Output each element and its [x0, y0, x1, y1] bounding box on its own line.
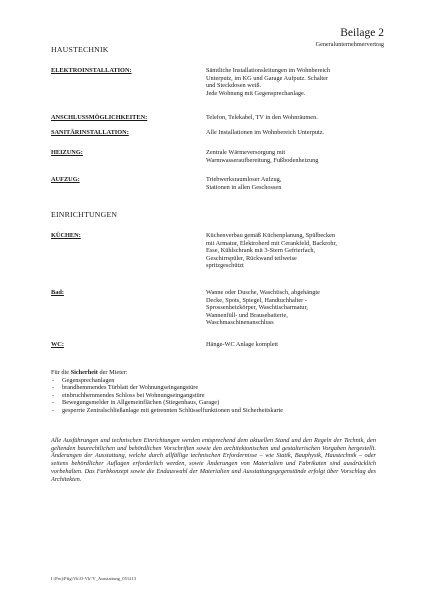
attachment-title: Beilage 2 [340, 27, 384, 39]
safety-intro: Für die Sicherheit der Mieter: [51, 369, 128, 376]
safety-section [51, 369, 381, 415]
spec-value: Alle Installationen im Wohnbereich Unterputz. [206, 129, 325, 136]
spec-value: Wanne oder Dusche, Waschtisch, abgehängte Decke, Spots, Spiegel, Handtuchhalter - Sprossenheizkörper, Waschtischarmatur, Wannenfüll- und Brausebatterie, Waschmaschinenanschluss [206, 289, 320, 327]
list-item: - Bewegungsmelder in Allgemeinflächen (Stiegenhaus, Garage) [51, 399, 381, 407]
spec-label: HEIZUNG: [51, 149, 83, 156]
list-item: - einbruchhemmendes Schloss bei Wohnungseingangstüre [51, 392, 381, 400]
disclaimer-paragraph: Alle Ausführungen und technischen Einrichtungen werden entsprechend dem aktuellen Stand und den Regeln der Technik, den geltenden baurechtlichen und behördlichen Vorschriften sowie den architektonischen und gestalterischen Vorgaben hergestellt. Änderungen der Ausstattung, welche durch allfällige technischen Erfordernisse – wie Statik, Bauphysik, Haustechnik – oder seitens behördlicher Auflagen erforderlich werden, sowie Änderungen von Materialien und Fabrikaten sind ausdrücklich vorbehalten. Das Farbkonzept sowie die Endauswahl der Materialien und Ausstattungsgegenstände erfolgt über Vorschlag des Architekten. [51, 437, 376, 483]
spec-label: ANSCHLUSSMÖGLICHKEITEN: [51, 114, 148, 121]
spec-value: Zentrale Wärmeversorgung mit Warmwasseraufbereitung, Fußbodenheizung [206, 149, 319, 164]
spec-value: Triebwerksraumloser Aufzug, Stationen in allen Geschossen [206, 176, 282, 191]
attachment-subtitle: Generalunternehmervertrag [315, 41, 384, 48]
spec-label: ELEKTROINSTALLATION: [51, 67, 132, 74]
footer-file-path: I:\Proj\Pfig\Vk\O-Vk\'V_Ausstattung_051213 [51, 576, 137, 581]
spec-label: KÜCHEN: [51, 232, 81, 239]
spec-label: SANITÄRINSTALLATION: [51, 129, 129, 136]
spec-label: AUFZUG: [51, 176, 80, 183]
section-heading-haustechnik: HAUSTECHNIK [51, 45, 109, 54]
spec-value: Telefon, Telekabel, TV in den Wohnräumen. [206, 114, 318, 121]
spec-value: Küchenverbau gemäß Küchenplanung, Spülbecken mit Armatur, Elektroherd mit Cerankfeld, Backrohr, Esse, Kühlschrank mit 3-Stern Gefrierfach, Geschirrspüler, Rückwand teilweise spritzgeschützt [206, 232, 337, 270]
safety-list [51, 377, 381, 415]
spec-label: Bad: [51, 289, 64, 296]
spec-value: Hänge-WC Anlage komplett [206, 341, 279, 348]
section-heading-einrichtungen: EINRICHTUNGEN [51, 210, 118, 219]
list-item: - gesperrte Zentralschließanlage mit getrennten Schlüsselfunktionen und Sicherheitskarte [51, 407, 381, 415]
list-item: - brandhemmendes Türblatt der Wohnungseingangstüre [51, 384, 381, 392]
list-item: - Gegensprechanlagen [51, 377, 381, 385]
spec-label: WC: [51, 341, 64, 348]
spec-value: Sämtliche Installationsleitungen im Wohnbereich Unterputz, im KG und Garage Aufputz. Schalter und Steckdosen weiß. Jede Wohnung mit Gegensprechanlage. [206, 67, 331, 97]
